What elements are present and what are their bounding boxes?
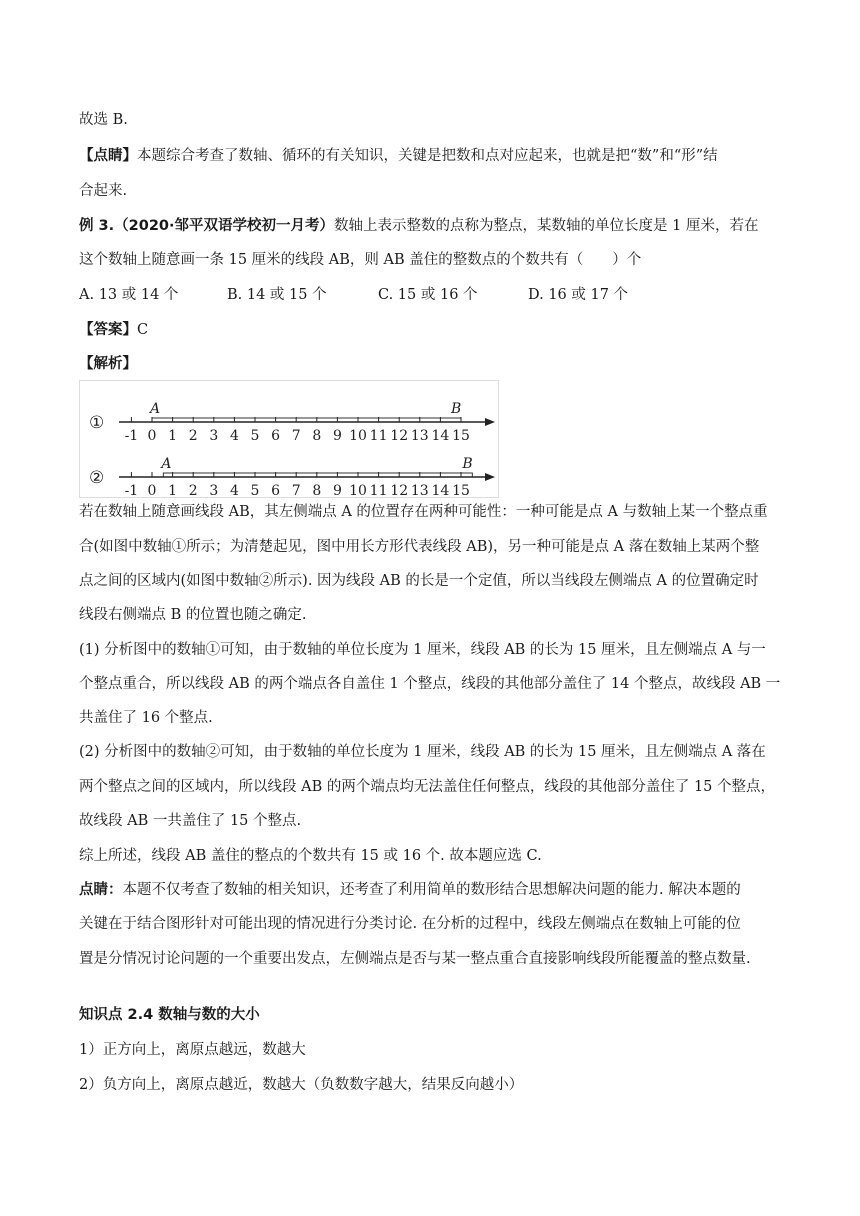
knowledge-point-title: 知识点 2.4 数轴与数的大小	[79, 1007, 260, 1023]
point-a-label: A	[150, 401, 161, 417]
tick-label: 9	[332, 483, 342, 498]
example-3-line-2: 这个数轴上随意画一条 15 厘米的线段 AB，则 AB 盖住的整数点的个数共有（ ）个	[79, 252, 642, 268]
option-b: B. 14 或 15 个	[227, 287, 327, 303]
tick-label: 15	[452, 483, 470, 498]
point-b-label: B	[462, 456, 473, 472]
knowledge-point-item-2: 2）负方向上，离原点越近，数越大（负数数字越大，结果反向越小）	[79, 1077, 524, 1093]
tick-label: 6	[271, 428, 281, 444]
tick-label: 10	[349, 483, 367, 498]
tick-label: -1	[124, 483, 139, 498]
tick-label: 5	[250, 428, 260, 444]
tick-label: 8	[312, 483, 322, 498]
tick-label: 11	[369, 483, 388, 498]
tick-label: 15	[452, 428, 470, 444]
point-a-label: A	[161, 456, 172, 472]
note-line-2: 关键在于结合图形针对可能出现的情况进行分类讨论. 在分析的过程中，线段左侧端点在数轴上可能的位	[79, 916, 741, 932]
answer-line	[79, 320, 148, 340]
tick-label: 12	[390, 428, 409, 444]
analysis-p2-line-1: (1) 分析图中的数轴①可知，由于数轴的单位长度为 1 厘米，线段 AB 的长为 15 厘米，且左侧端点 A 与一	[79, 642, 766, 658]
analysis-p3-line-2: 两个整点之间的区域内，所以线段 AB 的两个端点均无法盖住任何整点，线段的其他部分盖住了 15 个整点，	[79, 779, 776, 795]
axis-label-2: ②	[89, 468, 105, 488]
note-label: 点睛：	[79, 882, 123, 898]
comment-line-2: 合起来.	[79, 183, 128, 199]
example-3-label: 例 3.（2020·邹平双语学校初一月考）	[79, 218, 335, 234]
option-c: C. 15 或 16 个	[378, 287, 478, 303]
analysis-p3-line-1: (2) 分析图中的数轴②可知，由于数轴的单位长度为 1 厘米，线段 AB 的长为 15 厘米，且左侧端点 A 落在	[79, 744, 766, 760]
tick-label: 8	[312, 428, 322, 444]
tick-label: 6	[271, 483, 281, 498]
tick-label: 10	[349, 428, 367, 444]
analysis-p3-line-3: 故线段 AB 一共盖住了 15 个整点.	[79, 813, 302, 829]
tick-label: 4	[229, 483, 239, 498]
analysis-p2-line-2: 个整点重合，所以线段 AB 的两个端点各自盖住 1 个整点，线段的其他部分盖住了 14 个整点，故线段 AB 一	[79, 676, 781, 692]
tick-label: 3	[209, 483, 219, 498]
tick-label: 14	[431, 428, 450, 444]
tick-label: 12	[390, 483, 409, 498]
comment-label: 【点睛】	[79, 148, 137, 164]
conclusion-line: 故选 B.	[79, 112, 128, 128]
tick-label: 5	[250, 483, 260, 498]
note-text: 本题不仅考查了数轴的相关知识，还考查了利用简单的数形结合思想解决问题的能力. 解决本题的	[122, 882, 741, 898]
note-line-3: 置是分情况讨论问题的一个重要出发点，左侧端点是否与某一整点重合直接影响线段所能覆盖的整点数量.	[79, 951, 751, 967]
option-a: A. 13 或 14 个	[79, 287, 179, 303]
tick-label: 7	[291, 428, 301, 444]
options-row	[79, 285, 779, 305]
tick-label: 2	[188, 428, 198, 444]
answer-label: 【答案】	[79, 322, 137, 338]
tick-label: 14	[431, 483, 450, 498]
example-3-line-1	[79, 216, 758, 236]
tick-label: 1	[168, 483, 178, 498]
tick-label: 13	[410, 428, 429, 444]
comment-line-1	[79, 146, 718, 166]
knowledge-point-item-1: 1）正方向上，离原点越远，数越大	[79, 1042, 306, 1058]
tick-label: 9	[332, 428, 342, 444]
tick-label: 2	[188, 483, 198, 498]
tick-label: 0	[147, 483, 157, 498]
tick-label: 7	[291, 483, 301, 498]
tick-label: -1	[124, 428, 139, 444]
example-3-text: 数轴上表示整数的点称为整点，某数轴的单位长度是 1 厘米，若在	[334, 218, 759, 234]
tick-label: 11	[369, 428, 388, 444]
point-b-label: B	[451, 401, 462, 417]
tick-label: 0	[147, 428, 157, 444]
tick-label: 3	[209, 428, 219, 444]
analysis-p2-line-3: 共盖住了 16 个整点.	[79, 710, 213, 726]
analysis-p1-line-1: 若在数轴上随意画线段 AB，其左侧端点 A 的位置存在两种可能性：一种可能是点 A 与数轴上某一个整点重	[79, 504, 768, 520]
analysis-p1-line-4: 线段右侧端点 B 的位置也随之确定.	[79, 607, 307, 623]
analysis-p1-line-2: 合(如图中数轴①所示；为清楚起见，图中用长方形代表线段 AB)，另一种可能是点 A 落在数轴上某两个整	[79, 539, 760, 555]
analysis-summary: 综上所述，线段 AB 盖住的整点的个数共有 15 或 16 个. 故本题应选 C.	[79, 848, 542, 864]
tick-label: 13	[410, 483, 429, 498]
tick-label: 4	[229, 428, 239, 444]
answer-value: C	[137, 322, 149, 338]
number-line-figure	[79, 380, 499, 498]
analysis-p1-line-3: 点之间的区域内(如图中数轴②所示). 因为线段 AB 的长是一个定值，所以当线段左侧端点 A 的位置确定时	[79, 573, 759, 589]
tick-label: 1	[168, 428, 178, 444]
option-d: D. 16 或 17 个	[528, 287, 629, 303]
analysis-label: 【解析】	[79, 356, 137, 372]
axis-label-1: ①	[89, 413, 105, 433]
note-line-1	[79, 880, 741, 900]
comment-text: 本题综合考查了数轴、循环的有关知识，关键是把数和点对应起来，也就是把“数”和“形”结	[137, 148, 718, 164]
